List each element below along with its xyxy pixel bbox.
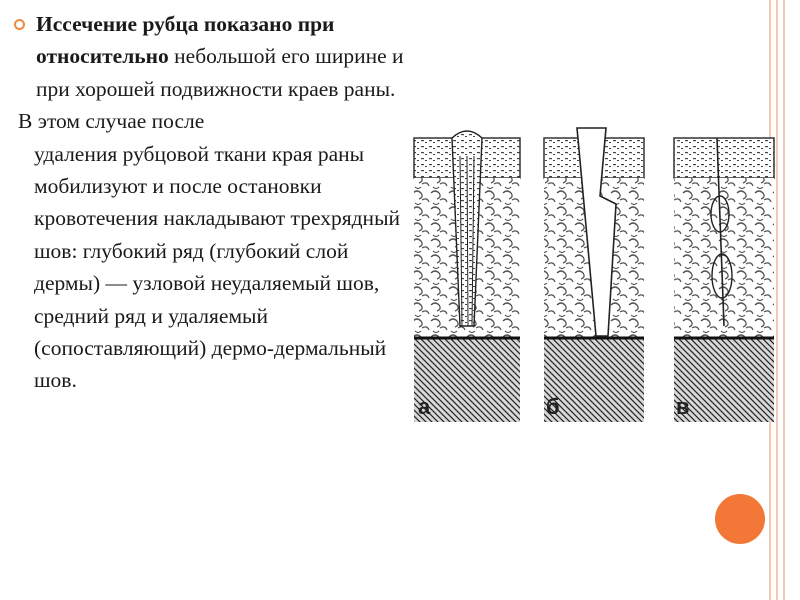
bold-text: Иссечение рубца показано при относительно bbox=[36, 12, 335, 69]
paragraph-2-first-line: В этом случае после bbox=[18, 109, 205, 134]
paragraph-2-body: удаления рубцовой ткани края раны мобилизуют и после остановки кровотечения накладывают трехрядный шов: глубокий ряд (глубокий слой дермы) — узловой неудаляемый шов, средний ряд и удаляемый (сопоставляющий) дермо-дермальный шов. bbox=[34, 141, 401, 393]
panel-c bbox=[674, 138, 774, 422]
skin-layer-illustration bbox=[412, 126, 775, 422]
decorative-line bbox=[783, 0, 785, 600]
paragraph-1 bbox=[10, 8, 405, 105]
regular-text: небольшой его ширине и при хорошей подвижности краев раны. bbox=[36, 44, 404, 101]
decorative-line bbox=[776, 0, 778, 600]
bullet-icon bbox=[14, 19, 25, 30]
text-block bbox=[10, 8, 405, 397]
panel-label-a: а bbox=[418, 394, 431, 419]
panel-a bbox=[414, 131, 520, 422]
panel-label-c: в bbox=[676, 394, 690, 419]
panel-b bbox=[544, 128, 644, 422]
panel-label-b: б bbox=[546, 394, 560, 419]
decorative-circle bbox=[715, 494, 765, 544]
paragraph-2 bbox=[10, 105, 405, 397]
